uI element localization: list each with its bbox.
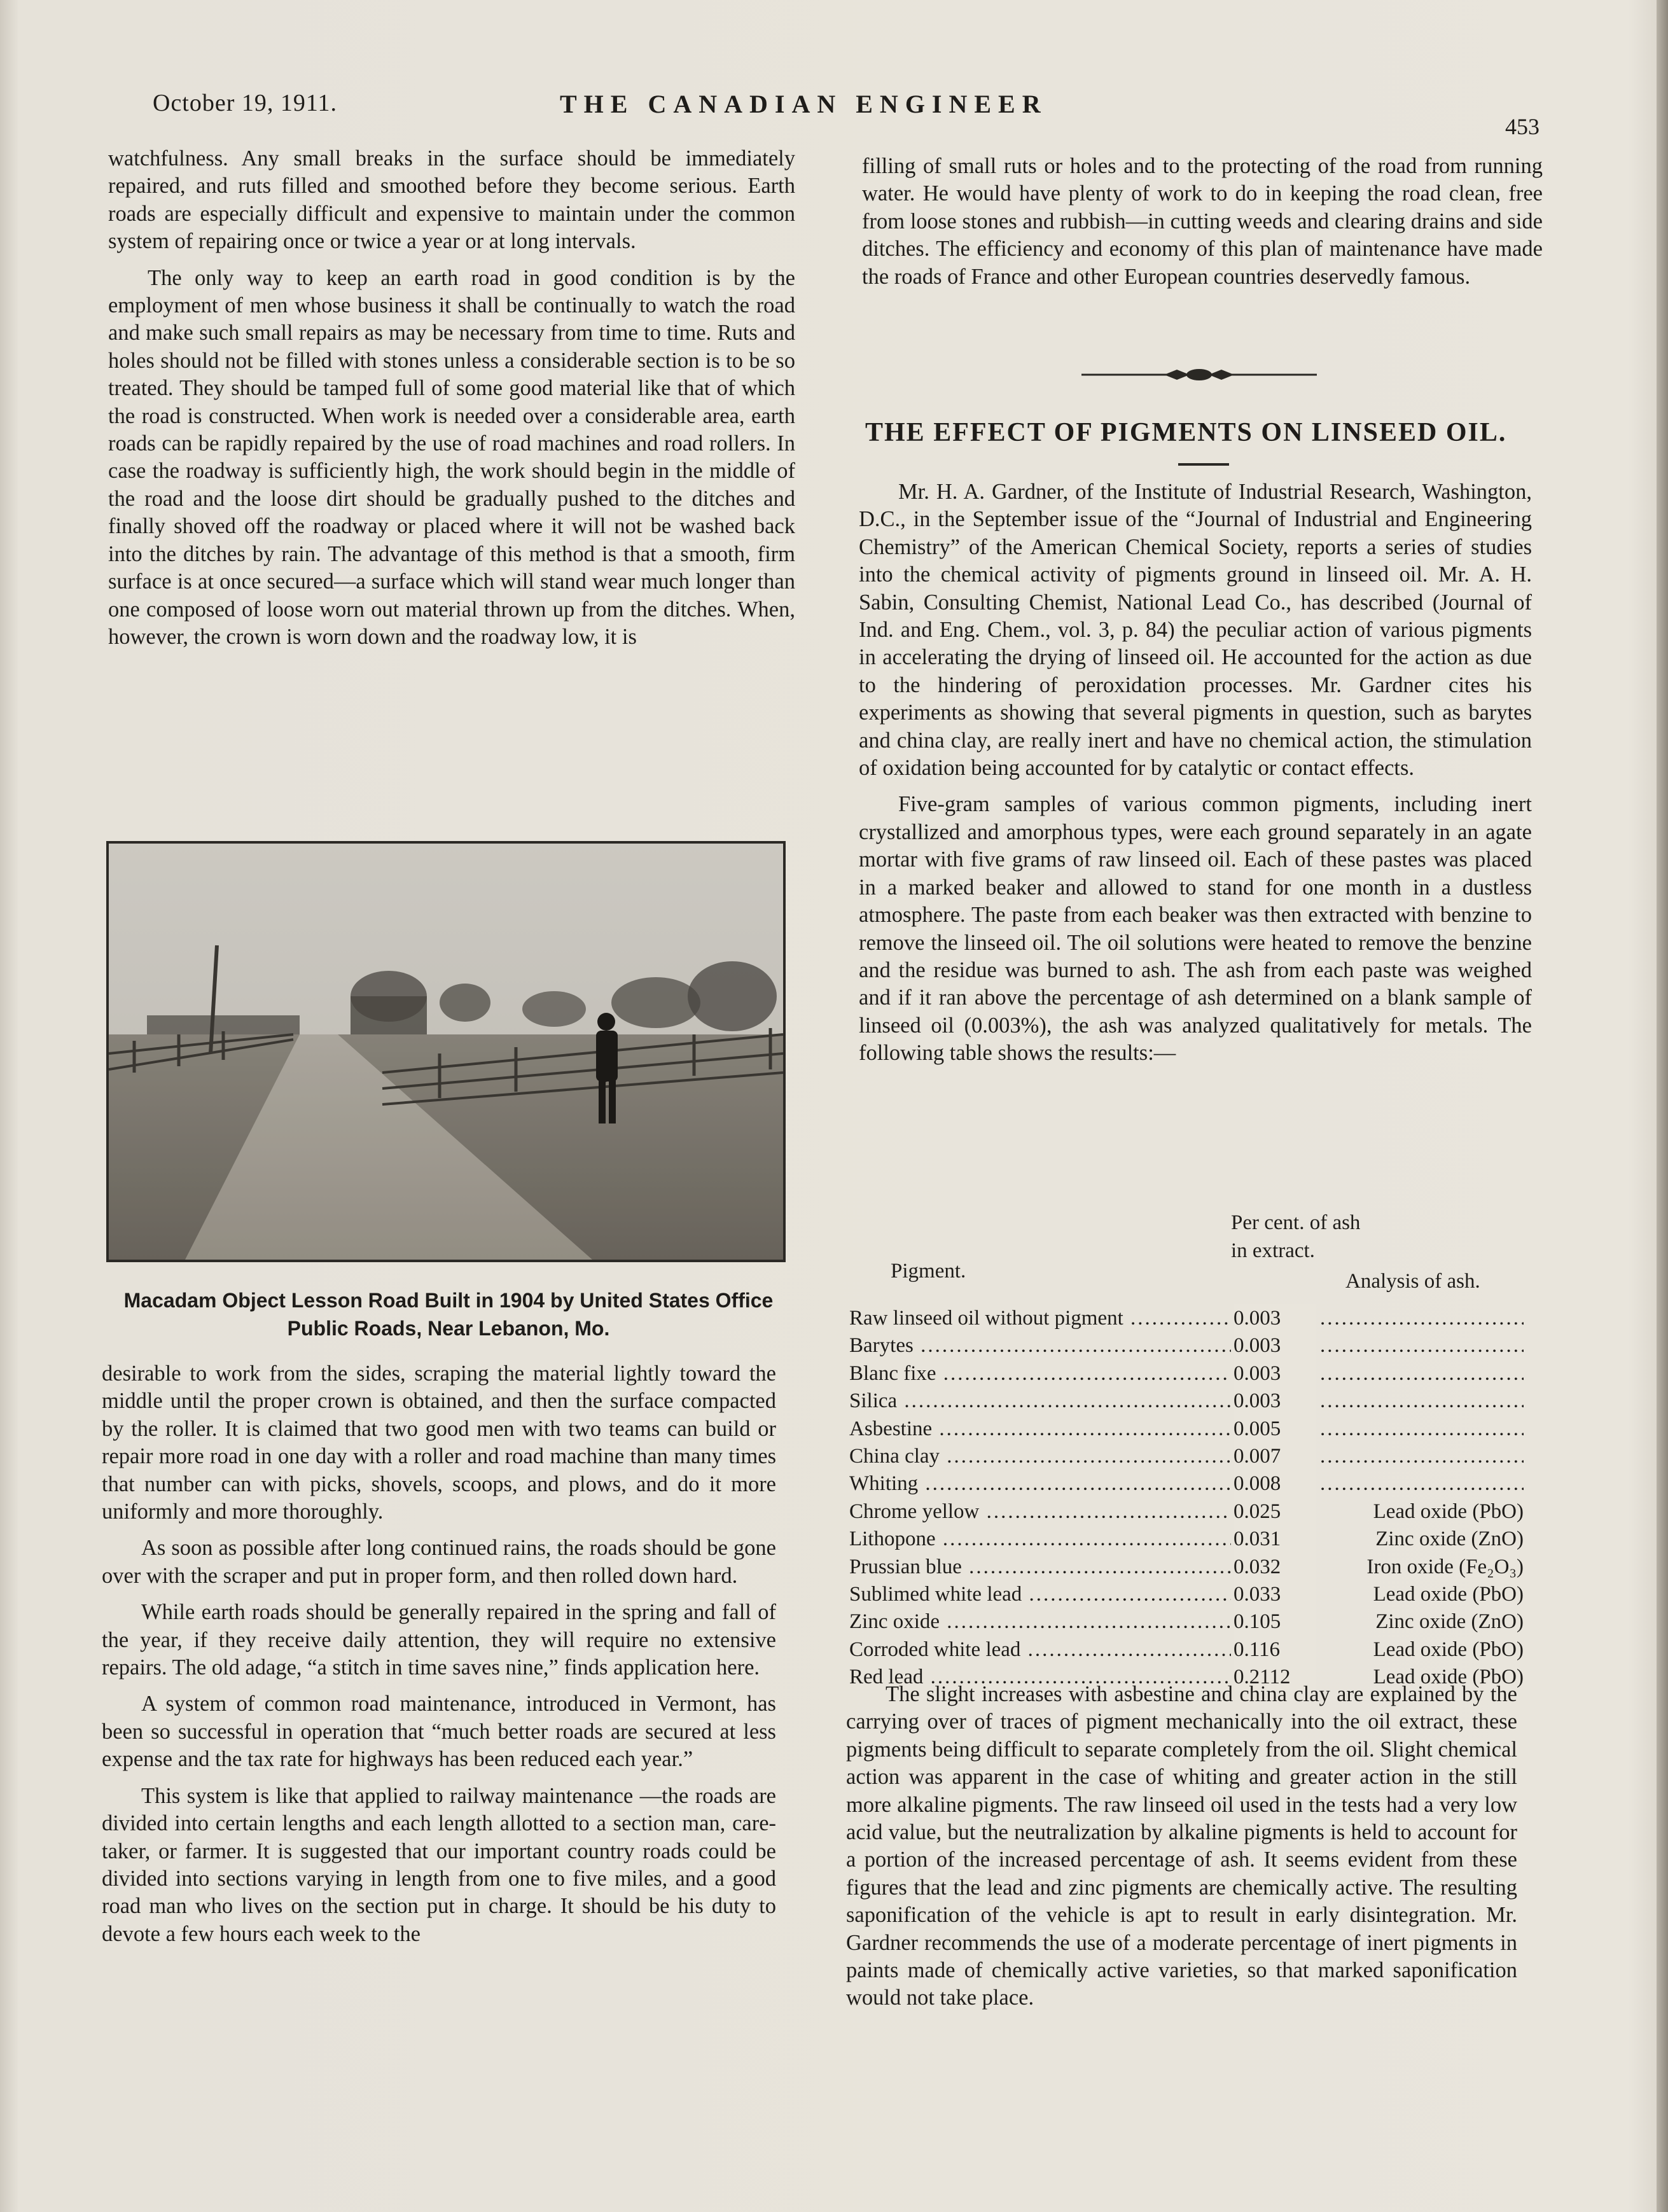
table-header-analysis: Analysis of ash. xyxy=(1345,1270,1480,1293)
table-row xyxy=(849,1387,1524,1415)
article-closing xyxy=(846,1681,1517,2021)
article-title: THE EFFECT OF PIGMENTS ON LINSEED OIL. xyxy=(865,418,1507,447)
issue-date: October 19, 1911. xyxy=(153,90,337,116)
ash-analysis: Lead oxide (PbO) xyxy=(1373,1638,1524,1661)
ash-percent: 0.005 xyxy=(1234,1415,1316,1443)
ash-analysis xyxy=(1320,1415,1524,1443)
ash-percent: 0.003 xyxy=(1234,1387,1316,1415)
table-row xyxy=(849,1470,1524,1498)
pigment-name: Barytes ..... xyxy=(849,1332,1231,1360)
pigment-name: Silica ..... xyxy=(849,1387,1231,1415)
table-row xyxy=(849,1442,1524,1470)
pigment-name: Corroded white lead ..... xyxy=(849,1636,1231,1664)
paragraph: The slight increases with asbestine and china clay are explained by the carrying over of traces of pigment mechanically into the oil extract, these pigments being difficult to separate completely from the oil. Slight chemical action was apparent in the case of whiting and greater action in the still more alkaline pigments. The raw linseed oil used in the tests had a very low acid value, but the neutralization by alkaline pigments is held to account for a portion of the increased percentage of ash. It seems evident from these figures that the lead and zinc pigments are chemically active. The resulting saponification of the vehicle is apt to result in early disintegration. Mr. Gardner recommends the use of a moderate percentage of inert pigments in paints made of chemically active varieties, so that marked saponification would not take place. xyxy=(846,1682,1517,2010)
paragraph: watchfulness. Any small breaks in the surface should be immediately repaired, and ruts filled and smoothed before they become serious. Earth roads are especially difficult and expensive to maintain under the common system of repairing once or twice a year or at long intervals. xyxy=(108,146,795,254)
table-row xyxy=(849,1332,1524,1360)
table-row xyxy=(849,1608,1524,1636)
ash-percent: 0.003 xyxy=(1234,1304,1316,1332)
photo-caption: Macadam Object Lesson Road Built in 1904 by United States Office Public Roads, Near Lebanon, Mo. xyxy=(123,1289,774,1340)
pigment-name: Zinc oxide ..... xyxy=(849,1608,1231,1636)
page-number: 453 xyxy=(1505,114,1539,139)
road-photo-image xyxy=(109,844,783,1260)
paragraph: As soon as possible after long continued rains, the roads should be gone over with the scraper and put in proper form, and then rolled down hard. xyxy=(102,1536,776,1588)
ash-analysis xyxy=(1320,1332,1524,1360)
paragraph: While earth roads should be generally repaired in the spring and fall of the year, if they receive daily attention, they will require no extensive repairs. The old adage, “a stitch in time saves nine,” finds application here. xyxy=(102,1600,776,1680)
table-row xyxy=(849,1415,1524,1443)
ash-analysis xyxy=(1320,1360,1524,1388)
pigment-name: Sublimed white lead ..... xyxy=(849,1580,1231,1608)
ash-percent: 0.116 xyxy=(1234,1636,1316,1664)
ash-percent: 0.008 xyxy=(1234,1470,1316,1498)
ash-analysis xyxy=(1320,1387,1524,1415)
paragraph: Five-gram samples of various common pigments, including inert crystallized and amorphous types, were each ground separately in an agate mortar with five grams of raw linseed oil. Each of these pastes was placed in a marked beaker and allowed to stand for one month in a dustless atmosphere. The paste from each beaker was then extracted with benzine to remove the linseed oil. The oil solutions were heated to remove the benzine and the residue was burned to ash. The ash from each paste was weighed and if it ran above the percentage of ash determined on a blank sample of linseed oil (0.003%), the ash was analyzed qualitatively for metals. The following table shows the results:— xyxy=(859,792,1532,1066)
pigment-name: Red lead ..... xyxy=(849,1663,1231,1691)
paragraph: filling of small ruts or holes and to the protecting of the road from running water. He would have plenty of work to do in keeping the road clean, free from loose stones and rubbish—in cutting weeds and clearing drains and side ditches. The efficiency and economy of this plan of maintenance have made the roads of France and other European countries deservedly famous. xyxy=(862,154,1543,289)
ash-analysis: Zinc oxide (ZnO) xyxy=(1375,1610,1524,1634)
left-column-top xyxy=(108,145,795,660)
title-rule xyxy=(1178,463,1229,466)
ash-percent: 0.003 xyxy=(1234,1360,1316,1388)
ornament-divider xyxy=(1081,365,1317,384)
article-body xyxy=(859,478,1532,1076)
table-row xyxy=(849,1498,1524,1526)
ash-percent: 0.031 xyxy=(1234,1525,1316,1553)
paragraph: desirable to work from the sides, scraping the material lightly toward the middle until the proper crown is obtained, and then the surface compacted by the roller. It is claimed that two good men with two teams can build or repair more road in one day with a roller and road machine than many times that number can with picks, shovels, scoops, and plows, and do it more uniformly and more thoroughly. xyxy=(102,1361,776,1524)
ash-analysis xyxy=(1320,1442,1524,1470)
table-row xyxy=(849,1553,1524,1581)
pigment-name: Blanc fixe ..... xyxy=(849,1360,1231,1388)
table-row xyxy=(849,1636,1524,1664)
ash-percent: 0.2112 xyxy=(1234,1663,1316,1691)
ash-percent: 0.007 xyxy=(1234,1442,1316,1470)
page-edge xyxy=(1657,0,1668,2212)
ash-analysis: Lead oxide (PbO) xyxy=(1373,1666,1524,1689)
ash-percent: 0.003 xyxy=(1234,1332,1316,1360)
ash-analysis xyxy=(1320,1470,1524,1498)
paragraph: The only way to keep an earth road in good condition is by the employment of men whose business it shall be continually to watch the road and make such small repairs as may be necessary from time to time. Ruts and holes should not be filled with stones unless a considerable section is to be so treated. They should be tamped full of some good material like that of which the road is constructed. When work is needed over a considerable area, earth roads can be rapidly repaired by the use of road machines and road rollers. In case the roadway is sufficiently high, the work should begin in the middle of the road and the loose dirt should be gradually pushed to the ditches and finally shoved off the roadway or placed where it will not be washed back into the ditches by rain. The advantage of this method is that a smooth, firm surface is at once secured—a surface which will stand wear much longer than one composed of loose worn out material thrown up from the ditches. When, however, the crown is worn down and the roadway low, it is xyxy=(108,265,795,649)
table-header-pigment: Pigment. xyxy=(891,1260,966,1283)
table-row xyxy=(849,1525,1524,1553)
table-row xyxy=(849,1360,1524,1388)
ash-percent: 0.032 xyxy=(1234,1553,1316,1581)
road-photo xyxy=(106,841,786,1262)
paragraph: A system of common road maintenance, introduced in Vermont, has been so successful in operation that “much better roads are secured at less expense and the tax rate for highways has been reduced each year.” xyxy=(102,1692,776,1772)
pigment-name: Chrome yellow ..... xyxy=(849,1498,1231,1526)
right-column-top xyxy=(862,153,1543,300)
ash-analysis: Iron oxide (Fe₂O₃) xyxy=(1366,1555,1524,1578)
pigment-name: China clay ..... xyxy=(849,1442,1231,1470)
left-column-bottom xyxy=(102,1360,776,1957)
ash-analysis: Lead oxide (PbO) xyxy=(1373,1583,1524,1606)
table-row xyxy=(849,1580,1524,1608)
ash-percent: 0.105 xyxy=(1234,1608,1316,1636)
ash-percent: 0.033 xyxy=(1234,1580,1316,1608)
ash-percent: 0.025 xyxy=(1234,1498,1316,1526)
pigment-name: Lithopone ..... xyxy=(849,1525,1231,1553)
pigment-name: Prussian blue ..... xyxy=(849,1553,1231,1581)
pigment-name: Whiting ..... xyxy=(849,1470,1231,1498)
page-header xyxy=(153,89,1539,139)
table-header-percent: Per cent. of ash in extract. xyxy=(1231,1211,1361,1262)
pigment-name: Raw linseed oil without pigment ..... xyxy=(849,1304,1231,1332)
journal-title: THE CANADIAN ENGINEER xyxy=(560,90,1048,118)
paragraph: This system is like that applied to railway maintenance —the roads are divided into certain lengths and each length allotted to a section man, care-taker, or farmer. It is suggested that our important country roads could be divided into sections varying in length from one to five miles, and a good road man who lives on the section put in charge. It should be his duty to devote a few hours each week to the xyxy=(102,1783,776,1946)
pigment-name: Asbestine ..... xyxy=(849,1415,1231,1443)
ash-analysis: Lead oxide (PbO) xyxy=(1373,1499,1524,1523)
ash-analysis: Zinc oxide (ZnO) xyxy=(1375,1527,1524,1551)
ash-analysis xyxy=(1320,1304,1524,1332)
table-row xyxy=(849,1304,1524,1332)
paragraph: Mr. H. A. Gardner, of the Institute of Industrial Research, Washington, D.C., in the September issue of the “Journal of Industrial and Engineering Chemistry” of the American Chemical Society, reports a series of studies into the chemical activity of pigments ground in linseed oil. Mr. A. H. Sabin, Consulting Chemist, National Lead Co., has described (Journal of Ind. and Eng. Chem., vol. 3, p. 84) the peculiar action of various pigments in accelerating the drying of linseed oil. He accounted for the action as due to the hindering of peroxidation processes. Mr. Gardner cites his experiments as showing that several pigments in question, such as barytes and china clay, are really inert and have no chemical action, the stimulation of oxidation being accounted for by catalytic or contact effects. xyxy=(859,480,1532,781)
